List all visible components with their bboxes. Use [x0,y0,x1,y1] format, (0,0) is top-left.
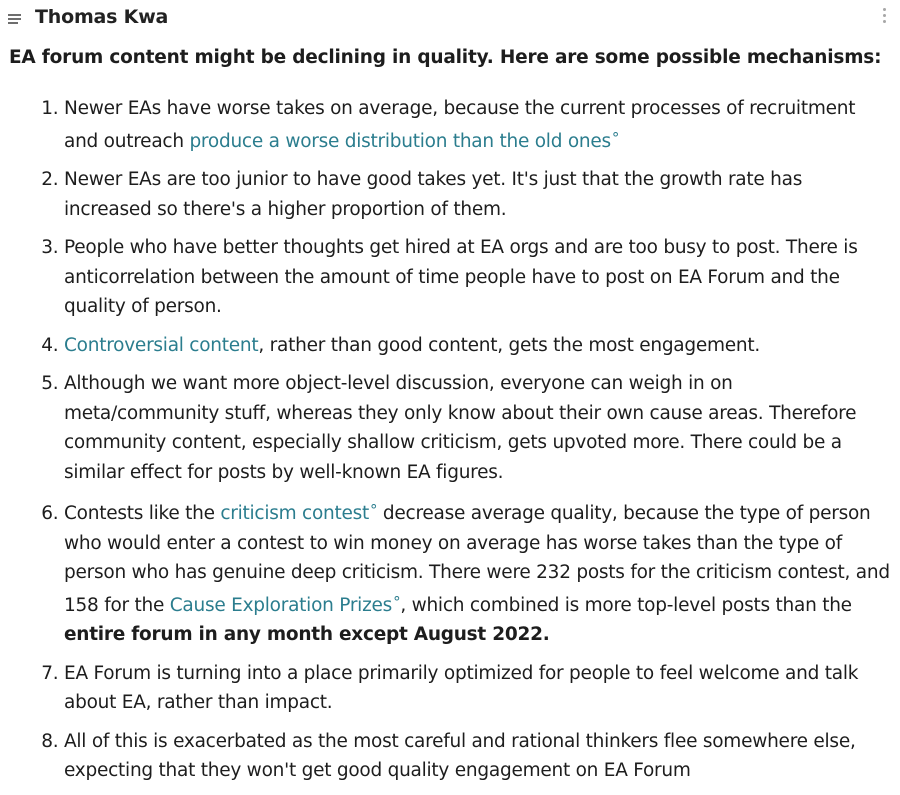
item-text: , rather than good content, gets the most engagement. [258,334,761,356]
item-text: EA Forum is turning into a place primarily optimized for people to feel welcome and talk about EA, rather than impact. [64,662,859,713]
list-item-2 [64,165,890,224]
list-item-1 [64,94,890,156]
link-marker: ° [393,592,401,611]
criticism-contest-link[interactable]: criticism contest [220,503,370,524]
list-item-3 [64,233,890,322]
comment-header [0,0,900,40]
author-name[interactable]: Thomas Kwa [35,6,169,28]
list-item-7 [64,659,890,718]
controversial-content-link[interactable]: Controversial content [64,334,259,356]
item-text: People who have better thoughts get hired at EA orgs and are too busy to post. There is anticorrelation between the amount of time people have to post on EA Forum and the quality of person. [64,237,858,317]
item-text: decrease average quality, because the type of person who would enter a contest to win money on average has worse takes than the type of person who has genuine deep criticism. There were 232 posts for the criticism contest, and 158 for the [64,503,890,616]
item-text: , which combined is more top-level posts than the [400,594,852,616]
bold-emphasis: entire forum in any month except August 2022. [64,624,550,645]
item-text: Newer EAs are too junior to have good takes yet. It's just that the growth rate has increased so there's a higher proportion of them. [64,169,803,220]
list-item-6 [64,496,890,650]
mechanism-list [0,94,890,795]
cause-exploration-prizes-link[interactable]: Cause Exploration Prizes [169,594,393,616]
item-text: Contests like the [64,503,221,524]
link-marker: ° [370,501,378,519]
item-text: Although we want more object-level discussion, everyone can weigh in on meta/community stuff, whereas they only know about their own cause areas. Therefore community content, especially shallow criticism, gets upvoted more. There could be a similar effect for posts by well-known EA figures. [64,373,857,483]
link-marker: ° [611,128,620,147]
item-text: Newer EAs have worse takes on average, because the current processes of recruitment and outreach [64,98,856,152]
worse-distribution-link[interactable]: produce a worse distribution than the old ones [189,130,611,152]
list-item-4 [64,331,890,361]
item-text: All of this is exacerbated as the most careful and rational thinkers flee somewhere else, expecting that they won't get good quality engagement on EA Forum [64,730,856,781]
vertical-ellipsis-icon[interactable] [882,8,888,28]
list-item-5 [64,369,890,487]
intro-heading: EA forum content might be declining in quality. Here are some possible mechanisms: [9,47,882,68]
menu-icon[interactable] [8,14,21,24]
list-item-8 [64,727,890,786]
